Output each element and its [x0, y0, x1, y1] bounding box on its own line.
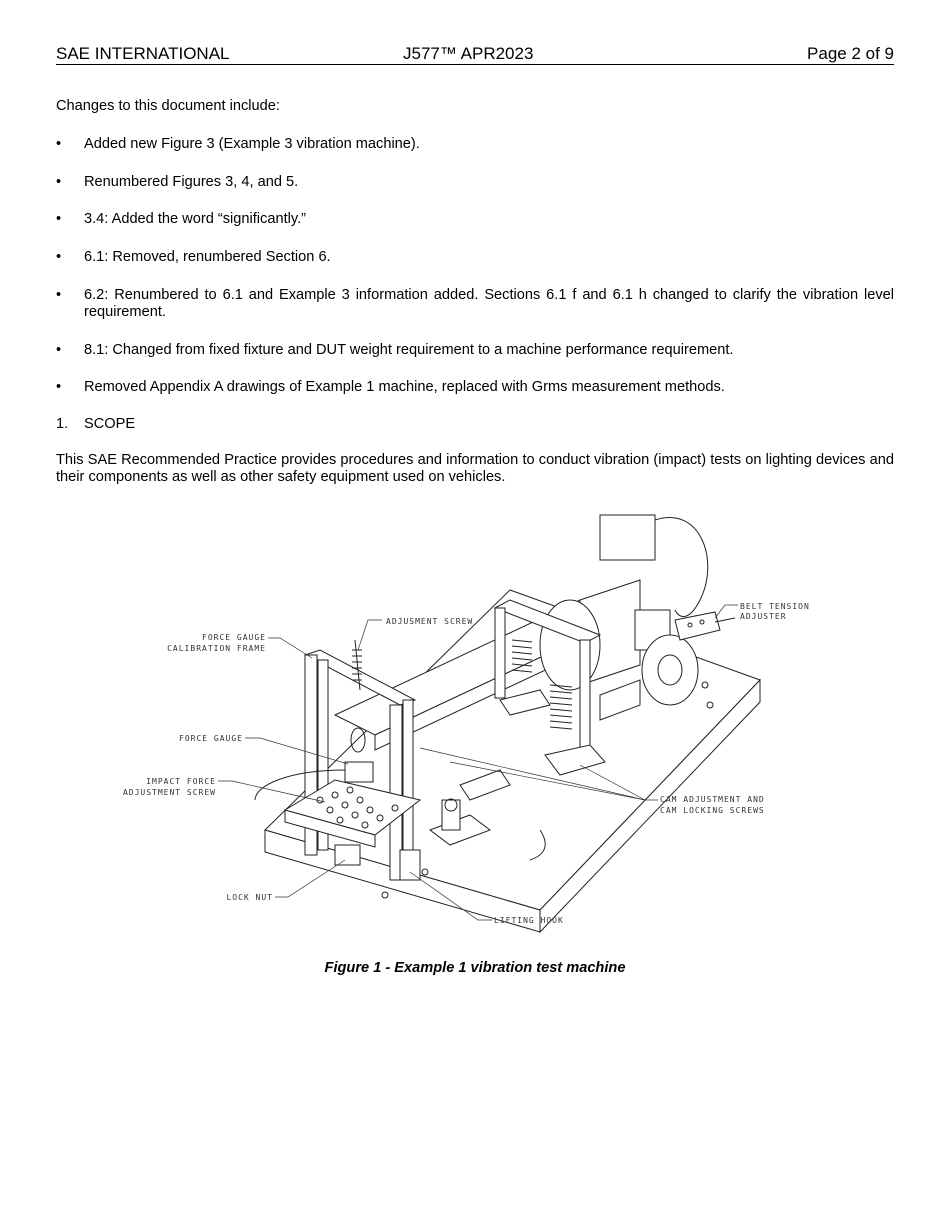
change-item-text: 3.4: Added the word “significantly.”: [84, 211, 306, 227]
vibration-machine-figure: [120, 500, 830, 940]
bullet-icon: •: [56, 211, 62, 227]
bullet-icon: •: [56, 287, 62, 303]
label-cam-adjustment: CAM ADJUSTMENT AND: [660, 795, 765, 804]
motor: [540, 515, 708, 720]
label-force-gauge: FORCE GAUGE: [179, 734, 243, 743]
machine-drawing: [120, 500, 830, 940]
change-item-text: Removed Appendix A drawings of Example 1 machine, replaced with Grms measurement methods.: [84, 379, 725, 395]
change-item-text: 6.1: Removed, renumbered Section 6.: [84, 249, 331, 265]
header-document-id: J577™ APR2023: [403, 44, 534, 63]
label-force-gauge-frame: FORCE GAUGE: [202, 633, 266, 642]
scope-paragraph: This SAE Recommended Practice provides procedures and information to conduct vibration (impact) tests on lighting devices and their components as well as other safety equipment used on vehicles.: [56, 452, 894, 485]
change-item-text: 6.2: Renumbered to 6.1 and Example 3 information added. Sections 6.1 f and 6.1 h changed to clarify the vibration level requirement.: [84, 287, 894, 320]
header-organization: SAE INTERNATIONAL: [56, 44, 230, 63]
section-number: 1.: [56, 416, 69, 432]
changes-intro: Changes to this document include:: [56, 98, 280, 114]
page-header: [56, 44, 894, 65]
label-impact-adjustment-screw: ADJUSTMENT SCREW: [122, 788, 216, 797]
change-item-text: 8.1: Changed from fixed fixture and DUT weight requirement to a machine performance requirement.: [84, 342, 734, 358]
label-adjustment-screw: ADJUSMENT SCREW: [386, 617, 474, 626]
change-item-text: Renumbered Figures 3, 4, and 5.: [84, 174, 299, 190]
label-belt-tension: BELT TENSION: [740, 602, 810, 611]
label-impact-force: IMPACT FORCE: [146, 777, 216, 786]
header-page-number: Page 2 of 9: [807, 44, 894, 63]
label-cam-locking-screws: CAM LOCKING SCREWS: [660, 806, 765, 815]
label-lock-nut: LOCK NUT: [226, 893, 273, 902]
bullet-icon: •: [56, 136, 62, 152]
figure-caption: Figure 1 - Example 1 vibration test machine: [324, 960, 626, 976]
label-lifting-hook: LIFTING HOOK: [494, 916, 564, 925]
bullet-icon: •: [56, 342, 62, 358]
bullet-icon: •: [56, 249, 62, 265]
section-title: SCOPE: [84, 416, 136, 432]
bullet-icon: •: [56, 379, 62, 395]
label-calibration-frame: CALIBRATION FRAME: [167, 644, 266, 653]
change-item-text: Added new Figure 3 (Example 3 vibration machine).: [84, 136, 420, 152]
bullet-icon: •: [56, 174, 62, 190]
label-belt-tension-adjuster: ADJUSTER: [740, 612, 787, 621]
